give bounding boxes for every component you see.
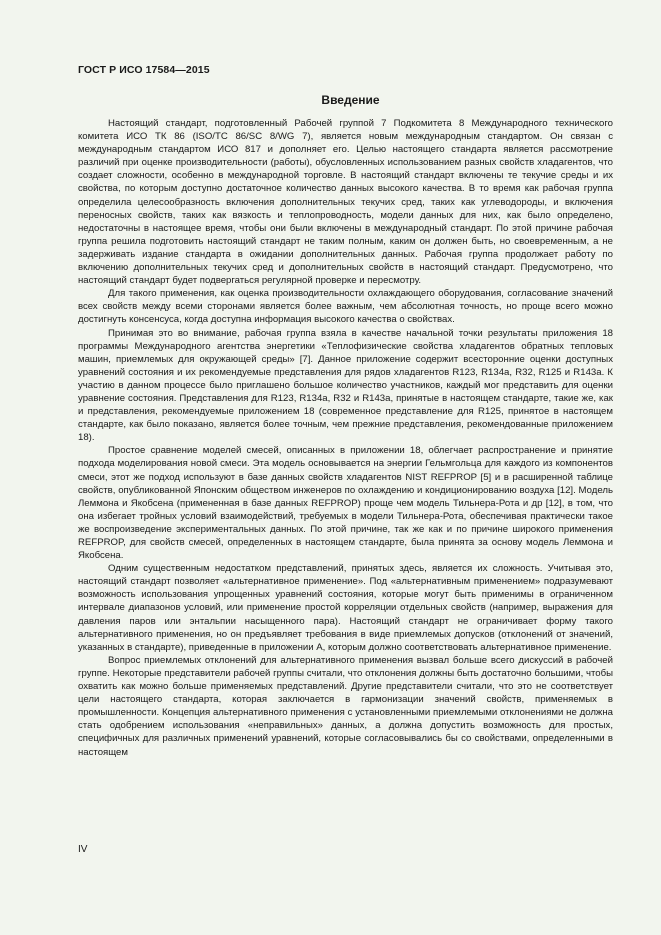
paragraph: Настоящий стандарт, подготовленный Рабочей группой 7 Подкомитета 8 Международного технического комитета ИСО ТК 86 (ISO/TC 86/SC 8/WG 7), является новым международным стандартом. Он связан с международным стандартом ИСО 817 и дополняет его. Целью настоящего стандарта является рассмотрение различий при оценке производительности (работы), обусловленных использованием разных свойств хладагентов, что создает сложности, особенно в международной торговле. В настоящий стандарт включены те текучие среды и их свойства, по которым доступно достаточное количество данных высокого качества. В то время как рабочая группа определила целесообразность включения дополнительных текучих сред, таких как углеводороды, и включения переносных свойств, таких как вязкость и теплопроводность, модели данных для них, как было определено, недостаточны в настоящее время, чтобы они были включены в международный стандарт. По этой причине рабочая группа решила подготовить настоящий стандарт не таким полным, каким он должен быть, но своевременным, а не задерживать издание стандарта в ожидании дополнительных данных. Рабочая группа продолжает работу по включению дополнительных текучих сред и дополнительных свойств в настоящий стандарт. Предусмотрено, что настоящий стандарт будет подвергаться регулярной проверке и пересмотру. [78, 118, 613, 287]
paragraph: Простое сравнение моделей смесей, описанных в приложении 18, облегчает распространение и принятие подхода моделирования новой смеси. Эта модель основывается на энергии Гельмгольца для каждого из компонентов смеси, этот же подход используют в базе данных свойств хладагентов NIST REFPROP [5] и в расширенной таблице свойств, опубликованной Японским обществом инженеров по охлаждению и кондиционированию воздуха [12]. Модель Леммона и Якобсена (примененная в базе данных REFPROP) проще чем модель Тильнера-Рота и др [12], в том, что она избегает тройных условий взаимодействий, требуемых в модели Тильнера-Рота, обеспечивая практически такое же воспроизведение экспериментальных данных. По этой причине, так же как и по причине широкого применения REFPROP, для свойств смесей, определенных в настоящем стандарте, была принята за основу модель Леммона и Якобсена. [78, 445, 613, 562]
document-body [78, 117, 613, 759]
paragraph: Вопрос приемлемых отклонений для альтернативного применения вызвал больше всего дискуссий в рабочей группе. Некоторые представители рабочей группы считали, что отклонения должны быть достаточно большими, чтобы охватить как можно больше применяемых представлений. Другие представители считали, что это не соответствует цели настоящего стандарта, которая заключается в гармонизации значений свойств, применяемых в промышленности. Концепция альтернативного применения с установленными приемлемыми отклонениями не должна стать одобрением использования «неправильных» данных, а должна допустить возможность для простых, специфичных для различных применений уравнений, которые согласовывались бы со свойствами, определенными в настоящем [78, 654, 613, 758]
paragraph: Одним существенным недостатком представлений, принятых здесь, является их сложность. Учитывая это, настоящий стандарт позволяет «альтернативное применение». Под «альтернативным применением» подразумевают возможность использования упрощенных уравнений состояния, которые могут быть применимы в ограниченном интервале диапазонов условий, или применение простой корреляции отдельных свойств (например, выражения для давления паров или энтальпии насыщенного пара). Настоящий стандарт не ограничивает форму такого альтернативного применения, но он предъявляет требования в виде приемлемых допусков (отклонений от значений, указанных в стандарте), приведенные в приложении А, которым должно соответствовать альтернативное применение. [78, 563, 613, 653]
page-number: IV [78, 844, 88, 855]
section-title: Введение [321, 93, 380, 107]
paragraph: Для такого применения, как оценка производительности охлаждающего оборудования, согласование значений всех свойств между всеми сторонами является более важным, чем абсолютная точность, но проще всего можно достигнуть консенсуса, когда доступна информация высокого качества о свойствах. [78, 288, 613, 326]
document-header: ГОСТ Р ИСО 17584—2015 [78, 64, 210, 76]
paragraph: Принимая это во внимание, рабочая группа взяла в качестве начальной точки результаты приложения 18 программы Международного агентства энергетики «Теплофизические свойства хладагентов обратных тепловых машин, приемлемых для окружающей среды» [7]. Данное приложение содержит всесторонние оценки доступных уравнений состояния и их рекомендуемые представления для рядов хладагентов R123, R134a, R32, R125 и R143a. К участию в данном процессе было приглашено большое количество участников, каждый мог представить для оценки уравнение состояния. Представления для R123, R134a, R32 и R143a, принятые в настоящем стандарте, такие же, как и представления, рекомендуемые приложением 18 (современное представление для R125, принятое в настоящем стандарте, как было показано, является более точным, чем прежние представления, рекомендованные приложением 18). [78, 327, 613, 444]
